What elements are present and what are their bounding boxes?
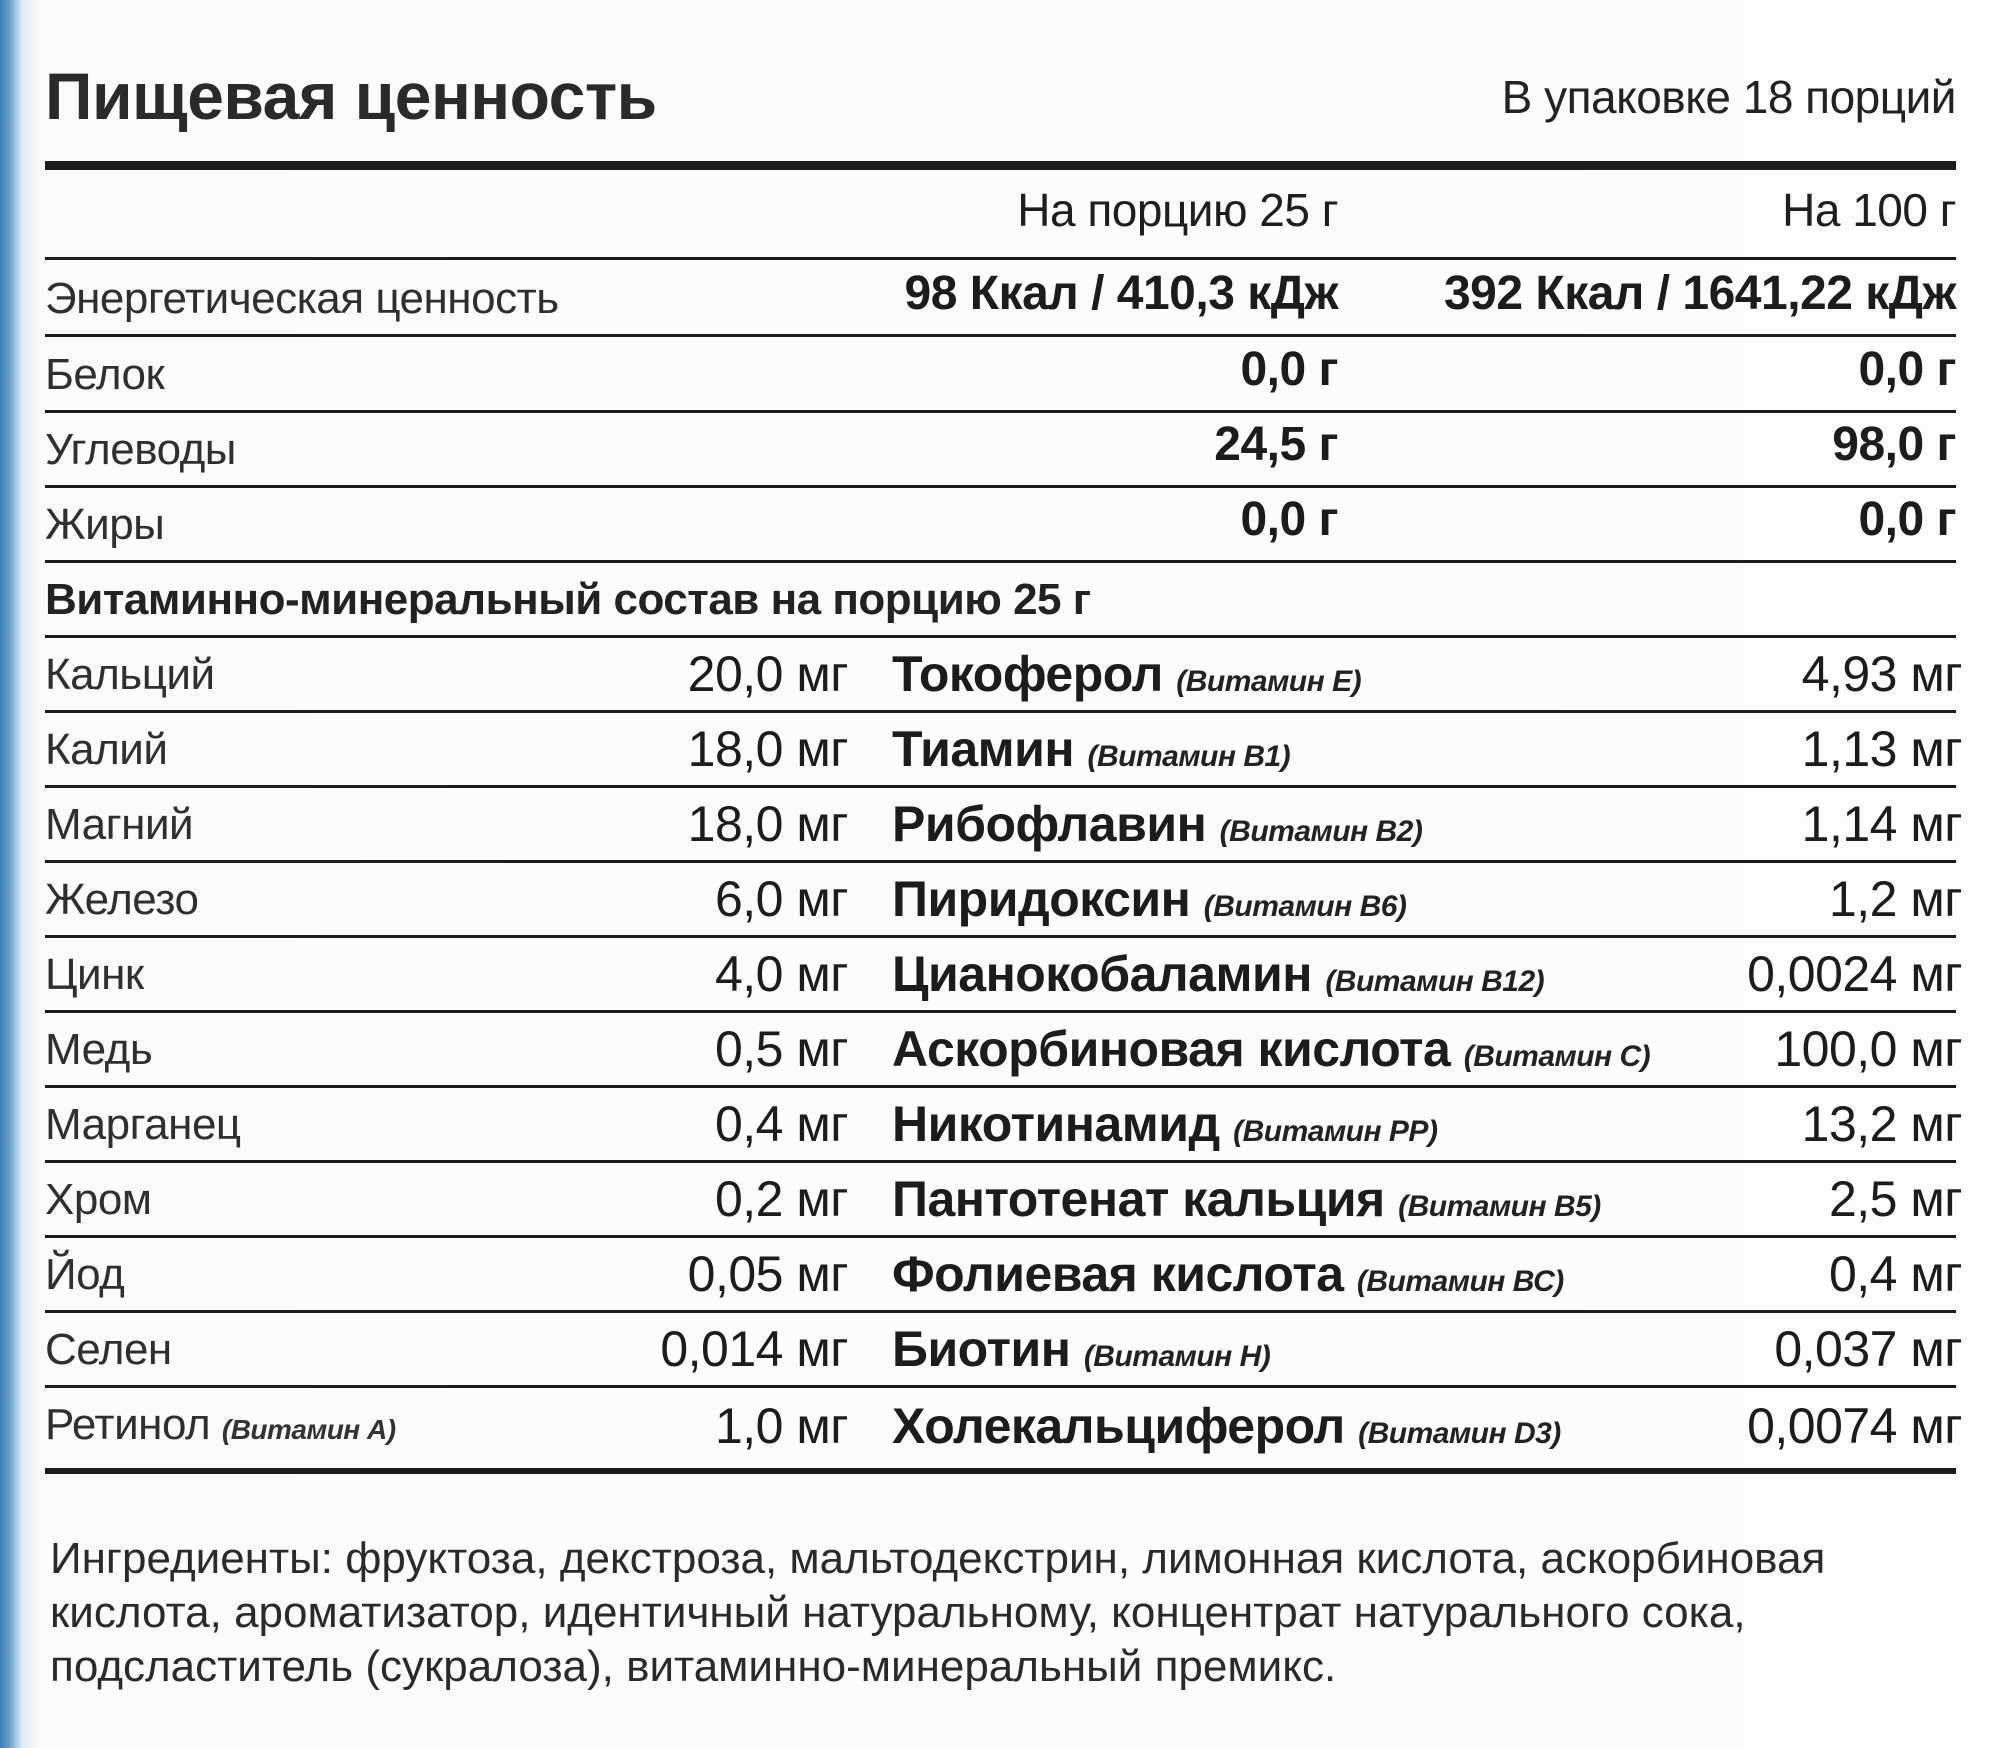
mineral-name: Калий — [45, 725, 168, 774]
mineral-name: Медь — [45, 1025, 153, 1074]
vitamin-name: Тиамин (Витамин В1) — [892, 721, 1291, 777]
mineral-name: Железо — [45, 875, 199, 924]
vitamin-name: Холекальциферол (Витамин D3) — [892, 1398, 1561, 1454]
mineral-value: 18,0 мг — [687, 796, 848, 852]
mineral-value: 0,5 мг — [714, 1021, 848, 1077]
row-divider — [45, 1385, 1956, 1388]
table-bottom-divider — [45, 1468, 1956, 1474]
row-divider — [45, 860, 1956, 863]
ingredients-text: Ингредиенты: фруктоза, декстроза, мальтодекстрин, лимонная кислота, аскорбиновая кислота, ароматизатор, идентичный натуральному, концентрат натурального сока, подсластитель (сукралоза), витаминно-минеральный премикс. — [50, 1534, 1826, 1691]
row-divider — [45, 1085, 1956, 1088]
mineral-value: 18,0 мг — [687, 721, 848, 777]
vitamin-value: 1,14 мг — [1801, 796, 1962, 852]
nutrient-name: Углеводы — [45, 425, 236, 474]
row-divider — [45, 710, 1956, 713]
row-divider — [45, 410, 1956, 413]
vitamin-name: Никотинамид (Витамин РР) — [892, 1096, 1438, 1152]
nutrient-100g-value: 0,0 г — [1858, 343, 1956, 396]
servings-per-pack: В упаковке 18 порций — [1501, 71, 1956, 123]
mineral-value: 0,014 мг — [660, 1321, 848, 1377]
nutrient-name: Энергетическая ценность — [45, 274, 559, 323]
vitamin-mineral-section-title: Витаминно-минеральный состав на порцию 25 г — [45, 575, 1091, 624]
row-divider — [45, 485, 1956, 488]
row-divider — [45, 1235, 1956, 1238]
vitamin-name: Биотин (Витамин Н) — [892, 1321, 1271, 1377]
per-serving-header: На порцию 25 г — [1017, 184, 1338, 236]
vitamin-name: Цианокобаламин (Витамин В12) — [892, 946, 1545, 1002]
row-divider — [45, 935, 1956, 938]
row-divider — [45, 1160, 1956, 1163]
vitamin-value: 0,0024 мг — [1747, 946, 1962, 1002]
row-divider — [45, 785, 1956, 788]
mineral-value: 0,05 мг — [687, 1246, 848, 1302]
vitamin-value: 0,4 мг — [1828, 1246, 1962, 1302]
vitamin-name: Рибофлавин (Витамин В2) — [892, 796, 1423, 852]
vitamin-value: 1,2 мг — [1828, 871, 1962, 927]
vitamin-name: Пантотенат кальция (Витамин В5) — [892, 1171, 1601, 1227]
mineral-value: 6,0 мг — [714, 871, 848, 927]
mineral-value: 0,4 мг — [714, 1096, 848, 1152]
nutrient-serving-value: 24,5 г — [1214, 418, 1338, 471]
mineral-name: Магний — [45, 800, 194, 849]
mineral-value: 4,0 мг — [714, 946, 848, 1002]
label-title: Пищевая ценность — [45, 59, 657, 133]
vitamin-value: 0,037 мг — [1774, 1321, 1962, 1377]
vitamin-name: Фолиевая кислота (Витамин ВС) — [892, 1246, 1564, 1302]
mineral-name: Селен — [45, 1325, 172, 1374]
vitamin-value: 13,2 мг — [1801, 1096, 1962, 1152]
vitamin-value: 100,0 мг — [1774, 1021, 1962, 1077]
vitamin-value: 4,93 мг — [1801, 646, 1962, 702]
nutrient-name: Жиры — [45, 500, 165, 549]
nutrient-name: Белок — [45, 350, 165, 399]
mineral-value: 20,0 мг — [687, 646, 848, 702]
nutrient-100g-value: 392 Ккал / 1641,22 кДж — [1443, 267, 1956, 320]
mineral-value: 0,2 мг — [714, 1171, 848, 1227]
mineral-value: 1,0 мг — [714, 1398, 848, 1454]
nutrient-serving-value: 0,0 г — [1240, 493, 1338, 546]
mineral-name: Цинк — [45, 950, 144, 999]
nutrient-serving-value: 98 Ккал / 410,3 кДж — [904, 267, 1338, 320]
nutrient-100g-value: 98,0 г — [1832, 418, 1956, 471]
row-divider — [45, 257, 1956, 260]
vitamin-name: Токоферол (Витамин Е) — [892, 646, 1362, 702]
vitamin-name: Аскорбиновая кислота (Витамин С) — [892, 1021, 1651, 1077]
mineral-name: Йод — [45, 1250, 125, 1299]
vitamin-value: 1,13 мг — [1801, 721, 1962, 777]
mineral-name: Ретинол (Витамин А) — [45, 1400, 396, 1449]
nutrient-100g-value: 0,0 г — [1858, 493, 1956, 546]
mineral-name: Хром — [45, 1175, 152, 1224]
row-divider — [45, 560, 1956, 563]
per-100g-header: На 100 г — [1782, 184, 1956, 236]
row-divider — [45, 635, 1956, 638]
vitamin-name: Пиридоксин (Витамин В6) — [892, 871, 1407, 927]
title-divider — [45, 161, 1956, 170]
row-divider — [45, 1310, 1956, 1313]
nutrient-serving-value: 0,0 г — [1240, 343, 1338, 396]
mineral-name: Кальций — [45, 650, 215, 699]
mineral-name: Марганец — [45, 1100, 241, 1149]
row-divider — [45, 1010, 1956, 1013]
row-divider — [45, 334, 1956, 337]
vitamin-value: 0,0074 мг — [1747, 1398, 1962, 1454]
vitamin-value: 2,5 мг — [1828, 1171, 1962, 1227]
